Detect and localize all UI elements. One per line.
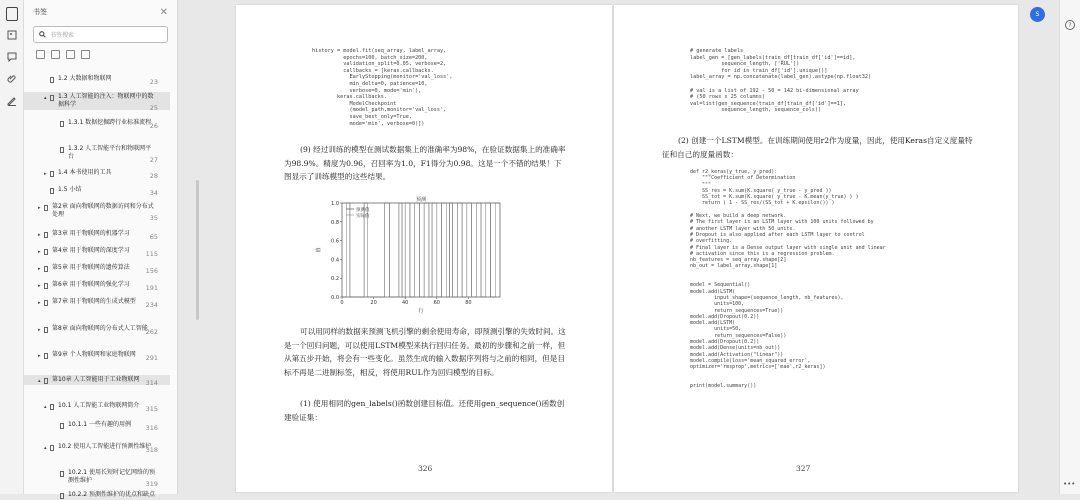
bookmark-page: 191 xyxy=(145,284,158,292)
user-avatar[interactable]: S xyxy=(1030,7,1045,22)
bookmark-item[interactable] xyxy=(24,92,170,110)
bookmark-label: 1.2 大数据和物联网 xyxy=(58,75,112,82)
bookmark-page: 262 xyxy=(145,328,158,336)
bookmark-page: 156 xyxy=(145,267,158,275)
bookmark-label: 10.1.1 一些有趣的用例 xyxy=(68,421,131,428)
x-axis-label: 行 xyxy=(418,308,424,314)
y-tick-label: 1.0 xyxy=(331,201,339,207)
bookmark-label: 第6章 用于物联网的强化学习 xyxy=(52,281,130,288)
bookmark-label: 第10章 人工智能用于工业物联网 xyxy=(52,376,140,383)
bookmark-icon xyxy=(44,266,48,272)
bookmark-label: 1.5 小结 xyxy=(58,186,82,193)
search-icon xyxy=(39,31,46,38)
bookmark-page: 234 xyxy=(145,301,158,309)
bookmark-page: 27 xyxy=(149,156,158,164)
bookmark-page: 291 xyxy=(145,354,158,362)
bookmark-label: 10.1 人工智能工业物联网简介 xyxy=(58,402,140,409)
bookmark-tree xyxy=(24,70,178,498)
bookmark-item[interactable] xyxy=(24,324,170,334)
expand-arrow-icon[interactable]: ▸ xyxy=(38,353,41,359)
bookmark-page: 316 xyxy=(145,424,158,432)
bookmark-icon[interactable] xyxy=(6,7,18,21)
bookmark-page: 115 xyxy=(145,250,158,258)
legend-label: 实际值 xyxy=(356,214,370,219)
bookmark-item[interactable] xyxy=(24,442,170,452)
bookmark-icon xyxy=(44,378,48,384)
search-placeholder: 书签搜索 xyxy=(50,32,75,39)
expand-arrow-icon[interactable]: ▸ xyxy=(38,205,41,211)
add-bookmark-icon[interactable] xyxy=(66,50,75,59)
expand-arrow-icon[interactable]: ▸ xyxy=(38,232,41,238)
x-tick-label: 0 xyxy=(340,300,344,306)
x-tick-label: 60 xyxy=(433,300,440,306)
bookmark-flag-icon[interactable] xyxy=(81,50,90,59)
bookmark-item[interactable] xyxy=(24,280,170,290)
bookmark-icon xyxy=(44,232,48,238)
bookmark-label: 10.2.1 使用长短时记忆网络的预测性维护 xyxy=(68,469,155,484)
expand-arrow-icon[interactable]: ▸ xyxy=(38,327,41,333)
thumbnail-icon[interactable] xyxy=(3,27,21,43)
bookmark-page: 315 xyxy=(145,405,158,413)
x-tick-label: 80 xyxy=(465,300,472,306)
expand-arrow-icon[interactable]: ▴ xyxy=(44,95,47,101)
bookmark-page: 65 xyxy=(149,233,158,241)
bookmark-label: 第3章 用于物联网的机器学习 xyxy=(52,230,130,237)
bookmark-page: 28 xyxy=(149,172,158,180)
y-axis-label: 值 xyxy=(316,247,322,253)
expand-arrow-icon[interactable]: ▸ xyxy=(44,171,47,177)
bookmark-item[interactable] xyxy=(24,420,170,430)
bookmark-page: 319 xyxy=(145,480,158,488)
bookmark-page: 314 xyxy=(145,379,158,387)
paragraph: (1) 使用相同的gen_labels()函数创建目标值。还使用gen_sequence()函数创建验证集： xyxy=(284,399,565,422)
bookmark-page: 25 xyxy=(149,104,158,112)
bookmark-item[interactable] xyxy=(24,297,170,307)
y-tick-label: 0.0 xyxy=(331,295,339,301)
bookmark-icon xyxy=(44,283,48,289)
bookmark-page: 23 xyxy=(149,78,158,86)
collapse-all-icon[interactable] xyxy=(51,50,60,59)
bookmark-page: 318 xyxy=(145,446,158,454)
bookmark-icon xyxy=(44,353,48,359)
bookmark-item[interactable] xyxy=(24,118,170,128)
bookmark-icon xyxy=(44,327,48,333)
bookmark-icon xyxy=(60,471,64,477)
comment-icon[interactable] xyxy=(3,49,21,65)
x-tick-label: 40 xyxy=(402,300,409,306)
bookmark-icon xyxy=(60,147,64,153)
code-block: # generate labels label_gen = [gen_labels(train_df[train_df['id']==id], sequence_length, ['RUL']) for id in train_df['id'].unique()] label_array = np.concatenate(label_gen).astype(np.float32) # val is a list of 192 - 50 = 142 bi-dimensional array # (50 rows x 25 columns) val=list(gen_sequence(train_df[train_df['id']==1], sequence_length, sequence_cols)) xyxy=(690,48,872,114)
bookmark-item[interactable] xyxy=(24,468,170,486)
bookmark-label: 第9章 个人物联网和家庭物联网 xyxy=(52,351,136,358)
bookmark-icon xyxy=(44,249,48,255)
bookmark-icon xyxy=(60,121,64,127)
page-number: 327 xyxy=(796,464,811,473)
expand-arrow-icon[interactable]: ▸ xyxy=(38,300,41,306)
bookmark-item[interactable] xyxy=(24,168,170,178)
code-block: def r2_keras(y_true, y_pred): """Coefficient of Determination """ SS_res = K.sum(K.square( y_true - y_pred )) SS_tot = K.sum(K.square( y_true - K.mean(y_true) ) ) return ( 1 - SS_res/(SS_tot + K.epsilon()) ) # Next, we build a deep network. # The first layer is an LSTM layer with 100 units followed by # another LSTM layer with 50 units. # Dropout is also applied after each LSTM layer to control # overfitting. # Final layer is a Dense output layer with single unit and linear # activation since this is a regression problem. nb_features = seq_array.shape[2] nb_out = label_array.shape[1] model = Sequential() model.add(LSTM( input_shape=(sequence_length, nb_features), units=100, return_sequences=True)) model.add(Dropout(0.2)) model.add(LSTM( units=50, return_sequences=False)) model.add(Dropout(0.2)) model.add(Dense(units=nb_out)) model.add(Activation("linear")) model.compile(loss='mean_squared_error', optimizer='rmsprop',metrics=['mae',r2_keras]) print(model.summary()) xyxy=(690,169,886,390)
bookmark-label: 第8章 面向物联网的分布式人工智能 xyxy=(52,325,148,332)
bookmark-icon xyxy=(60,423,64,429)
bookmark-label: 1.3.2 人工智能平台和物联网平台 xyxy=(68,145,152,160)
page-left xyxy=(236,5,612,492)
bookmark-icon xyxy=(60,493,64,499)
expand-arrow-icon[interactable]: ▸ xyxy=(38,249,41,255)
bookmark-panel xyxy=(24,0,178,498)
bookmark-page: 26 xyxy=(149,122,158,130)
bookmark-icon xyxy=(50,171,54,177)
code-block: history = model.fit(seq_array, label_array, epochs=100, batch_size=200, validation_split=0.05, verbose=2, callbacks = [keras.callbacks. EarlyStopping(monitor='val_loss', min_delta=0, patience=10, verbose=0, mode='min'), keras.callbacks. ModelCheckpoint (model_path,monitor='val_loss', save_best_only=True, mode='min', verbose=0)]) xyxy=(312,48,453,127)
bookmark-item[interactable] xyxy=(24,490,170,500)
paragraph: 可以用同样的数据来预测飞机引擎的剩余使用寿命，即预测引擎的失效时间。这是一个回归问题，可以使用LSTM模型来执行回归任务。最初的步骤和之前一样，但从第五步开始，将会有一些变化。虽然生成的输入数据序列将与之前的相同，但是目标不再是二进制标签，相反，将使用RUL作为回归模型的目标。 xyxy=(284,327,566,377)
expand-all-icon[interactable] xyxy=(36,50,45,59)
y-tick-label: 0.4 xyxy=(331,257,339,264)
page-right xyxy=(614,5,1018,492)
bookmark-actions xyxy=(24,43,177,59)
right-tool-strip xyxy=(1059,0,1080,494)
panel-title: 书签 xyxy=(33,8,47,16)
y-tick-label: 0.6 xyxy=(331,238,339,245)
expand-arrow-icon[interactable]: ▴ xyxy=(44,445,47,451)
y-tick-label: 0.2 xyxy=(331,276,339,283)
paragraph: (2) 创建一个LSTM模型。在训练期间使用r2作为度量，因此，使用Keras自定义度量特征和自己的度量函数： xyxy=(662,136,973,159)
bookmark-icon xyxy=(50,404,54,410)
page-number: 326 xyxy=(418,464,433,473)
bookmark-icon xyxy=(50,95,54,101)
panel-scrollbar[interactable] xyxy=(196,180,199,320)
expand-arrow-icon[interactable]: ▸ xyxy=(38,283,41,289)
bookmark-label: 第4章 用于物联网的深度学习 xyxy=(52,247,130,254)
bookmark-item[interactable] xyxy=(24,401,170,411)
bookmark-item[interactable] xyxy=(24,246,170,256)
bookmark-item[interactable] xyxy=(24,185,170,195)
bookmark-item[interactable] xyxy=(24,375,170,385)
bookmark-page: 34 xyxy=(149,189,158,197)
bookmark-icon xyxy=(44,300,48,306)
bookmark-icon xyxy=(44,205,48,211)
expand-arrow-icon[interactable]: ▸ xyxy=(38,266,41,272)
bookmark-label: 1.3 人工智能的注入：物联网中的数据科学 xyxy=(58,93,154,108)
expand-arrow-icon[interactable]: ▴ xyxy=(44,404,47,410)
legend-label: 预测值 xyxy=(356,208,370,213)
bookmark-item[interactable] xyxy=(24,144,170,162)
more-icon[interactable]: ••• xyxy=(1063,480,1076,488)
left-toolbar xyxy=(0,0,24,494)
bookmark-item[interactable] xyxy=(24,202,170,220)
bookmark-label: 第7章 用于物联网的生成式模型 xyxy=(52,298,136,305)
bookmark-item[interactable] xyxy=(24,350,170,360)
signature-icon[interactable] xyxy=(3,93,21,109)
close-icon[interactable]: ✕ xyxy=(159,6,168,18)
bookmark-label: 第5章 用于物联网的遗传算法 xyxy=(52,264,130,271)
bookmark-label: 10.2.2 预测性维护的优点和缺点 xyxy=(68,491,155,498)
bookmark-label: 1.3.1 数据挖掘跨行业标准流程 xyxy=(68,119,152,126)
y-tick-label: 0.8 xyxy=(331,219,339,226)
bookmark-item[interactable] xyxy=(24,263,170,273)
chart-title: 预测 xyxy=(415,197,427,203)
bookmark-item[interactable] xyxy=(24,229,170,239)
bookmark-page: 35 xyxy=(149,214,158,222)
bookmark-icon xyxy=(50,188,54,194)
bookmark-label: 第2章 面向物联网的数据访问和分布式处理 xyxy=(52,203,154,218)
prediction-chart xyxy=(312,193,508,315)
bookmark-icon xyxy=(50,77,54,83)
help-icon[interactable]: ? xyxy=(1065,20,1075,30)
bookmark-label: 1.4 本书使用的工具 xyxy=(58,169,112,176)
x-tick-label: 20 xyxy=(370,300,377,306)
panel-header xyxy=(24,0,177,24)
bookmark-icon xyxy=(50,445,54,451)
expand-arrow-icon[interactable]: ▴ xyxy=(38,378,41,384)
attachment-icon[interactable] xyxy=(3,71,21,87)
bookmark-search-input[interactable] xyxy=(33,26,168,43)
paragraph: (9) 经过训练的模型在测试数据集上的准确率为98%，在验证数据集上的准确率为98.9%。精度为0.96，召回率为1.0，F1得分为0.98。这是一个不错的结果！下图显示了训练模型的这些结果。 xyxy=(284,145,566,181)
bookmark-item[interactable] xyxy=(24,74,170,84)
bookmark-label: 10.2 使用人工智能进行预测性维护 xyxy=(58,443,152,450)
